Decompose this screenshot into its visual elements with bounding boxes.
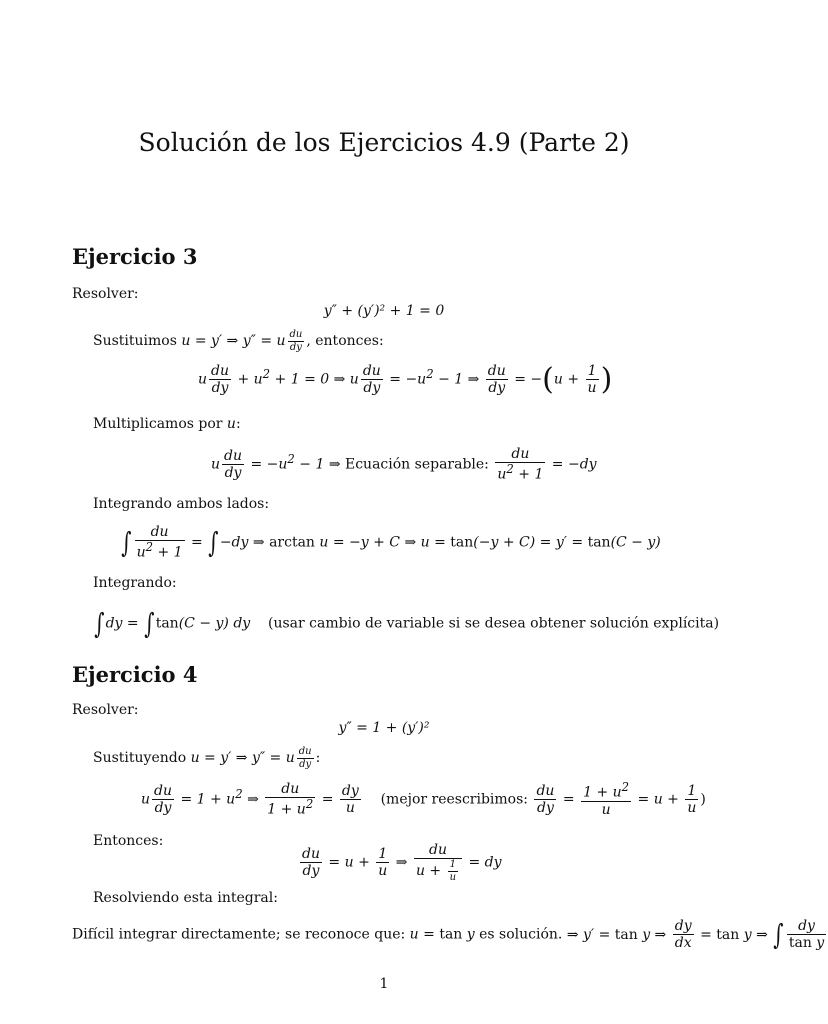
ex4-mejor-label: (mejor reescribimos: (380, 791, 529, 808)
ecuacion-separable-label: Ecuación separable: (345, 456, 489, 473)
ex4-es-solucion-text: es solución. (479, 926, 563, 943)
ex4-resolviendo-label: Resolviendo esta integral: (93, 890, 278, 906)
ex4-dificil-text: Difícil integrar directamente; se reconoce que: (72, 926, 406, 943)
ex3-multiply-line (93, 416, 241, 432)
ex3-derivation-4: ∫dy = ∫tan(C − y) dy (usar cambio de variable si se desea obtener solución explícita) (94, 607, 720, 640)
ex3-derivation-3: ∫ $\frac{du}{u^2 + 1}$ = ∫−dy ⇒ arctan u = −y + C ⇒ u = tan(−y + C) = y′ = tan(C − y) (121, 524, 661, 561)
ex4-final-line: Difícil integrar directamente; se reconoce que: u = tan y es solución. ⇒ y′ = tan y ⇒ $\frac{dy}{dx}$ = tan y ⇒ ∫ $\frac{dy}{\text{tan y}}$ (72, 918, 825, 952)
ex3-sust-math: u = y′ ⇒ y″ = u (181, 333, 286, 349)
ex3-equation: y″ + (y′)² + 1 = 0 (323, 303, 445, 319)
ex3-substitution-line (93, 329, 384, 353)
ex3-derivation-1: u $\frac{du}{dy}$ + $u^2 + 1 = 0$ ⇒ u $\frac{du}{dy}$ = $-u^2 - 1$ ⇒ $\frac{du}{dy}$ = −(u + $\frac{1}{u}$ ) (198, 362, 613, 397)
ex3-mult-var: u (226, 416, 236, 432)
ex4-sust-pre: Sustituyendo (93, 750, 191, 766)
ex4-equation: y″ = 1 + (y′)² (338, 720, 430, 736)
ex3-sust-pre: Sustituimos (93, 333, 182, 349)
du-dy-fraction: $\frac{du}{dy}$ (289, 329, 303, 353)
ex3-resolver-label: Resolver: (72, 286, 139, 302)
ex3-derivation-2: u $\frac{du}{dy}$ = $-u^2 - 1$ ⇒ Ecuación separable: $\frac{du}{u^2 + 1}$ = −dy (211, 446, 597, 483)
ex4-derivation-2: $\frac{du}{dy}$ = u + $\frac{1}{u}$ ⇒ du u + $\frac{1}{u}$ = dy (302, 842, 502, 883)
ex4-entonces-label: Entonces: (93, 833, 164, 849)
ex4-derivation-1: u $\frac{du}{dy}$ = $1 + u^2$ ⇒ $\frac{du}{1 + u^2}$ = $\frac{dy}{u}$ (mejor reescribimos: $\frac{du}{dy}$ = $\frac{1 + u^2}{u}$ = u + $\frac{1}{u}$ ) (141, 780, 706, 818)
page-number: 1 (379, 976, 389, 992)
ex4-sust-math: u = y′ ⇒ y″ = u (190, 750, 295, 766)
ex3-mult-colon: : (235, 416, 241, 432)
du-dy-fraction: $\frac{du}{dy}$ (298, 746, 312, 770)
ex3-sust-post: , entonces: (306, 333, 384, 349)
ex3-mult-text: Multiplicamos por (93, 416, 227, 432)
ex3-integrating-label: Integrando: (93, 575, 177, 591)
ex4-resolver-label: Resolver: (72, 702, 139, 718)
ex4-sust-post: : (315, 750, 321, 766)
ex4-substitution-line (93, 746, 320, 770)
exercise-3-heading: Ejercicio 3 (72, 244, 198, 269)
ex3-integrating-both-label: Integrando ambos lados: (93, 496, 270, 512)
page-title: Solución de los Ejercicios 4.9 (Parte 2) (138, 128, 630, 157)
ex3-note: (usar cambio de variable si se desea obtener solución explícita) (268, 615, 720, 632)
exercise-4-heading: Ejercicio 4 (72, 662, 198, 687)
